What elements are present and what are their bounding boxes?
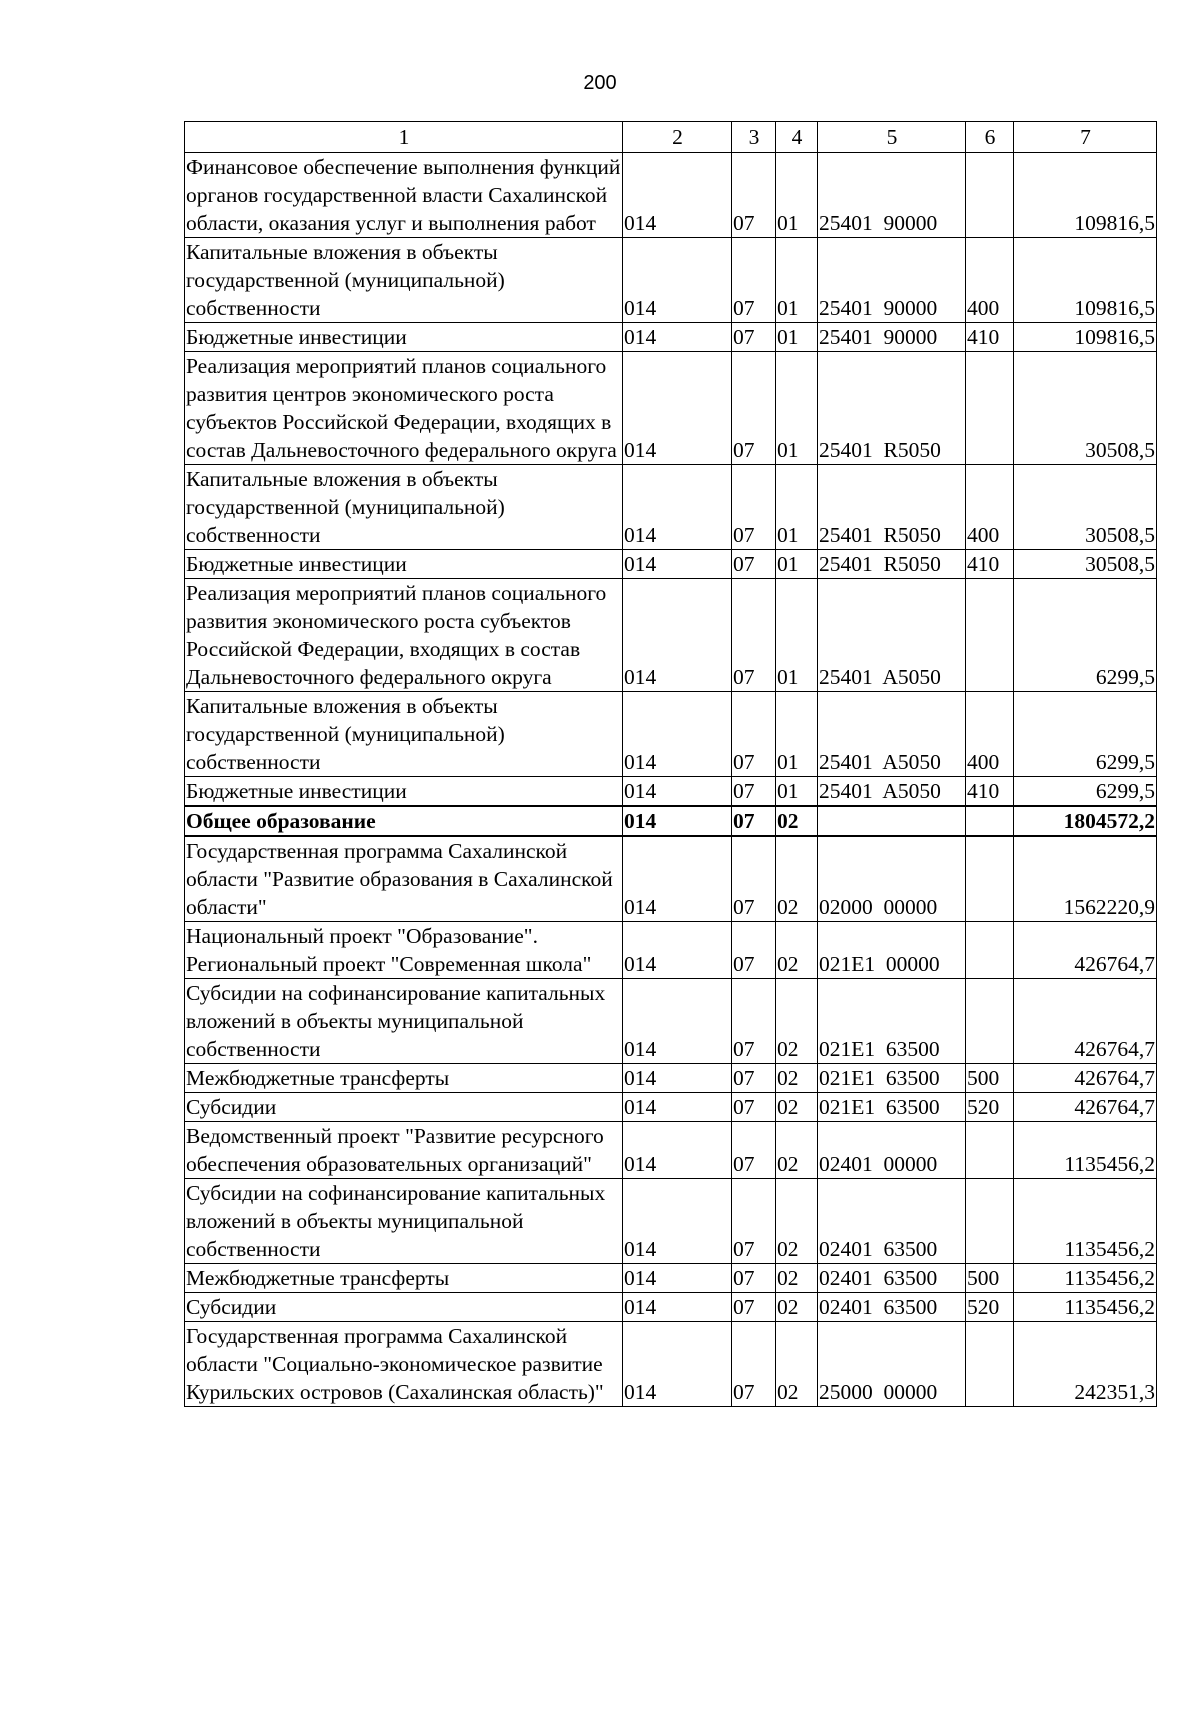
amount: 30508,5 — [1014, 550, 1157, 579]
table-row — [185, 1179, 1157, 1264]
header-cell: 7 — [1014, 122, 1157, 153]
subsection-code: 01 — [776, 777, 818, 807]
ministry-code: 014 — [623, 979, 732, 1064]
item-name: Бюджетные инвестиции — [185, 550, 623, 579]
section-code: 07 — [732, 153, 776, 238]
section-code: 07 — [732, 323, 776, 352]
amount: 242351,3 — [1014, 1322, 1157, 1407]
header-cell: 3 — [732, 122, 776, 153]
section-code: 07 — [732, 1322, 776, 1407]
section-code: 07 — [732, 1064, 776, 1093]
section-code: 07 — [732, 1093, 776, 1122]
section-code: 07 — [732, 806, 776, 836]
subsection-code: 01 — [776, 550, 818, 579]
expense-type-code — [966, 1322, 1014, 1407]
item-name: Капитальные вложения в объекты государственной (муниципальной) собственности — [185, 465, 623, 550]
item-name: Бюджетные инвестиции — [185, 323, 623, 352]
target-article-code: 021E1 63500 — [818, 1093, 966, 1122]
amount: 6299,5 — [1014, 777, 1157, 807]
section-code: 07 — [732, 922, 776, 979]
ministry-code: 014 — [623, 836, 732, 922]
target-article-code: 02401 63500 — [818, 1293, 966, 1322]
budget-table — [184, 121, 1157, 1407]
amount: 6299,5 — [1014, 579, 1157, 692]
amount: 426764,7 — [1014, 1093, 1157, 1122]
section-code: 07 — [732, 579, 776, 692]
amount: 1135456,2 — [1014, 1179, 1157, 1264]
expense-type-code — [966, 1122, 1014, 1179]
subsection-code: 01 — [776, 238, 818, 323]
expense-type-code: 500 — [966, 1064, 1014, 1093]
section-code: 07 — [732, 1179, 776, 1264]
expense-type-code — [966, 153, 1014, 238]
subsection-code: 01 — [776, 465, 818, 550]
table-row — [185, 1293, 1157, 1322]
table-header-row — [185, 122, 1157, 153]
table-row — [185, 550, 1157, 579]
ministry-code: 014 — [623, 806, 732, 836]
target-article-code: 25401 A5050 — [818, 692, 966, 777]
expense-type-code: 410 — [966, 777, 1014, 807]
subsection-code: 02 — [776, 1093, 818, 1122]
section-code: 07 — [732, 692, 776, 777]
section-code: 07 — [732, 836, 776, 922]
subsection-code: 02 — [776, 1264, 818, 1293]
item-name: Общее образование — [185, 806, 623, 836]
item-name: Реализация мероприятий планов социального развития центров экономического роста субъектов Российской Федерации, входящих в состав Дальневосточного федерального округа — [185, 352, 623, 465]
subsection-code: 02 — [776, 836, 818, 922]
ministry-code: 014 — [623, 1264, 732, 1293]
expense-type-code — [966, 979, 1014, 1064]
item-name: Государственная программа Сахалинской области "Социально-экономическое развитие Курильских островов (Сахалинская область)" — [185, 1322, 623, 1407]
table-row — [185, 922, 1157, 979]
amount: 109816,5 — [1014, 238, 1157, 323]
amount: 6299,5 — [1014, 692, 1157, 777]
subsection-code: 02 — [776, 1122, 818, 1179]
target-article-code: 25401 A5050 — [818, 777, 966, 807]
target-article-code: 25401 90000 — [818, 153, 966, 238]
subsection-code: 01 — [776, 323, 818, 352]
expense-type-code — [966, 352, 1014, 465]
ministry-code: 014 — [623, 550, 732, 579]
table-row — [185, 1264, 1157, 1293]
subsection-code: 01 — [776, 692, 818, 777]
expense-type-code — [966, 1179, 1014, 1264]
ministry-code: 014 — [623, 323, 732, 352]
target-article-code — [818, 806, 966, 836]
expense-type-code — [966, 806, 1014, 836]
header-cell: 4 — [776, 122, 818, 153]
amount: 1804572,2 — [1014, 806, 1157, 836]
table-row — [185, 836, 1157, 922]
amount: 1135456,2 — [1014, 1122, 1157, 1179]
header-cell: 5 — [818, 122, 966, 153]
ministry-code: 014 — [623, 1179, 732, 1264]
expense-type-code: 520 — [966, 1093, 1014, 1122]
table-row — [185, 238, 1157, 323]
table-row — [185, 1122, 1157, 1179]
table-row — [185, 579, 1157, 692]
target-article-code: 021E1 00000 — [818, 922, 966, 979]
amount: 426764,7 — [1014, 1064, 1157, 1093]
header-cell: 1 — [185, 122, 623, 153]
ministry-code: 014 — [623, 692, 732, 777]
page-number: 200 — [583, 72, 617, 94]
item-name: Бюджетные инвестиции — [185, 777, 623, 807]
target-article-code: 02401 63500 — [818, 1264, 966, 1293]
item-name: Субсидии — [185, 1093, 623, 1122]
ministry-code: 014 — [623, 1093, 732, 1122]
ministry-code: 014 — [623, 922, 732, 979]
target-article-code: 021E1 63500 — [818, 979, 966, 1064]
table-row — [185, 1322, 1157, 1407]
table-row — [185, 153, 1157, 238]
amount: 109816,5 — [1014, 323, 1157, 352]
table-body — [185, 153, 1157, 1407]
subsection-code: 02 — [776, 1322, 818, 1407]
item-name: Финансовое обеспечение выполнения функций органов государственной власти Сахалинской области, оказания услуг и выполнения работ — [185, 153, 623, 238]
header-cell: 2 — [623, 122, 732, 153]
target-article-code: 25000 00000 — [818, 1322, 966, 1407]
expense-type-code — [966, 836, 1014, 922]
ministry-code: 014 — [623, 777, 732, 807]
target-article-code: 021E1 63500 — [818, 1064, 966, 1093]
table-row — [185, 352, 1157, 465]
expense-type-code — [966, 922, 1014, 979]
expense-type-code: 400 — [966, 465, 1014, 550]
expense-type-code: 500 — [966, 1264, 1014, 1293]
section-code: 07 — [732, 550, 776, 579]
subsection-code: 02 — [776, 979, 818, 1064]
section-code: 07 — [732, 238, 776, 323]
item-name: Национальный проект "Образование". Региональный проект "Современная школа" — [185, 922, 623, 979]
table-row — [185, 1093, 1157, 1122]
ministry-code: 014 — [623, 153, 732, 238]
section-code: 07 — [732, 1293, 776, 1322]
ministry-code: 014 — [623, 579, 732, 692]
amount: 30508,5 — [1014, 465, 1157, 550]
section-code: 07 — [732, 979, 776, 1064]
target-article-code: 25401 R5050 — [818, 550, 966, 579]
target-article-code: 25401 R5050 — [818, 465, 966, 550]
ministry-code: 014 — [623, 1122, 732, 1179]
subsection-code: 02 — [776, 1179, 818, 1264]
item-name: Субсидии на софинансирование капитальных вложений в объекты муниципальной собственности — [185, 1179, 623, 1264]
section-code: 07 — [732, 465, 776, 550]
ministry-code: 014 — [623, 465, 732, 550]
section-code: 07 — [732, 352, 776, 465]
amount: 426764,7 — [1014, 979, 1157, 1064]
item-name: Капитальные вложения в объекты государственной (муниципальной) собственности — [185, 692, 623, 777]
amount: 1135456,2 — [1014, 1293, 1157, 1322]
amount: 1562220,9 — [1014, 836, 1157, 922]
item-name: Реализация мероприятий планов социального развития экономического роста субъектов Российской Федерации, входящих в состав Дальневосточного федерального округа — [185, 579, 623, 692]
expense-type-code: 520 — [966, 1293, 1014, 1322]
ministry-code: 014 — [623, 238, 732, 323]
subsection-code: 01 — [776, 579, 818, 692]
table-row — [185, 465, 1157, 550]
item-name: Ведомственный проект "Развитие ресурсного обеспечения образовательных организаций" — [185, 1122, 623, 1179]
subsection-code: 02 — [776, 806, 818, 836]
subsection-code: 02 — [776, 1064, 818, 1093]
item-name: Государственная программа Сахалинской области "Развитие образования в Сахалинской области" — [185, 836, 623, 922]
subsection-code: 01 — [776, 153, 818, 238]
section-code: 07 — [732, 1122, 776, 1179]
amount: 30508,5 — [1014, 352, 1157, 465]
item-name: Капитальные вложения в объекты государственной (муниципальной) собственности — [185, 238, 623, 323]
target-article-code: 02401 63500 — [818, 1179, 966, 1264]
subsection-code: 02 — [776, 922, 818, 979]
expense-type-code: 410 — [966, 550, 1014, 579]
expense-type-code: 400 — [966, 238, 1014, 323]
ministry-code: 014 — [623, 1322, 732, 1407]
amount: 426764,7 — [1014, 922, 1157, 979]
table-row — [185, 979, 1157, 1064]
expense-type-code: 410 — [966, 323, 1014, 352]
item-name: Субсидии — [185, 1293, 623, 1322]
target-article-code: 25401 A5050 — [818, 579, 966, 692]
section-code: 07 — [732, 777, 776, 807]
table-row — [185, 1064, 1157, 1093]
expense-type-code — [966, 579, 1014, 692]
ministry-code: 014 — [623, 1064, 732, 1093]
ministry-code: 014 — [623, 1293, 732, 1322]
amount: 1135456,2 — [1014, 1264, 1157, 1293]
subsection-code: 02 — [776, 1293, 818, 1322]
subsection-code: 01 — [776, 352, 818, 465]
item-name: Межбюджетные трансферты — [185, 1264, 623, 1293]
amount: 109816,5 — [1014, 153, 1157, 238]
target-article-code: 02000 00000 — [818, 836, 966, 922]
section-code: 07 — [732, 1264, 776, 1293]
target-article-code: 02401 00000 — [818, 1122, 966, 1179]
target-article-code: 25401 90000 — [818, 323, 966, 352]
target-article-code: 25401 90000 — [818, 238, 966, 323]
header-cell: 6 — [966, 122, 1014, 153]
table-row — [185, 692, 1157, 777]
target-article-code: 25401 R5050 — [818, 352, 966, 465]
table-row — [185, 777, 1157, 807]
expense-type-code: 400 — [966, 692, 1014, 777]
table-row — [185, 323, 1157, 352]
item-name: Субсидии на софинансирование капитальных вложений в объекты муниципальной собственности — [185, 979, 623, 1064]
item-name: Межбюджетные трансферты — [185, 1064, 623, 1093]
table-row — [185, 806, 1157, 836]
ministry-code: 014 — [623, 352, 732, 465]
